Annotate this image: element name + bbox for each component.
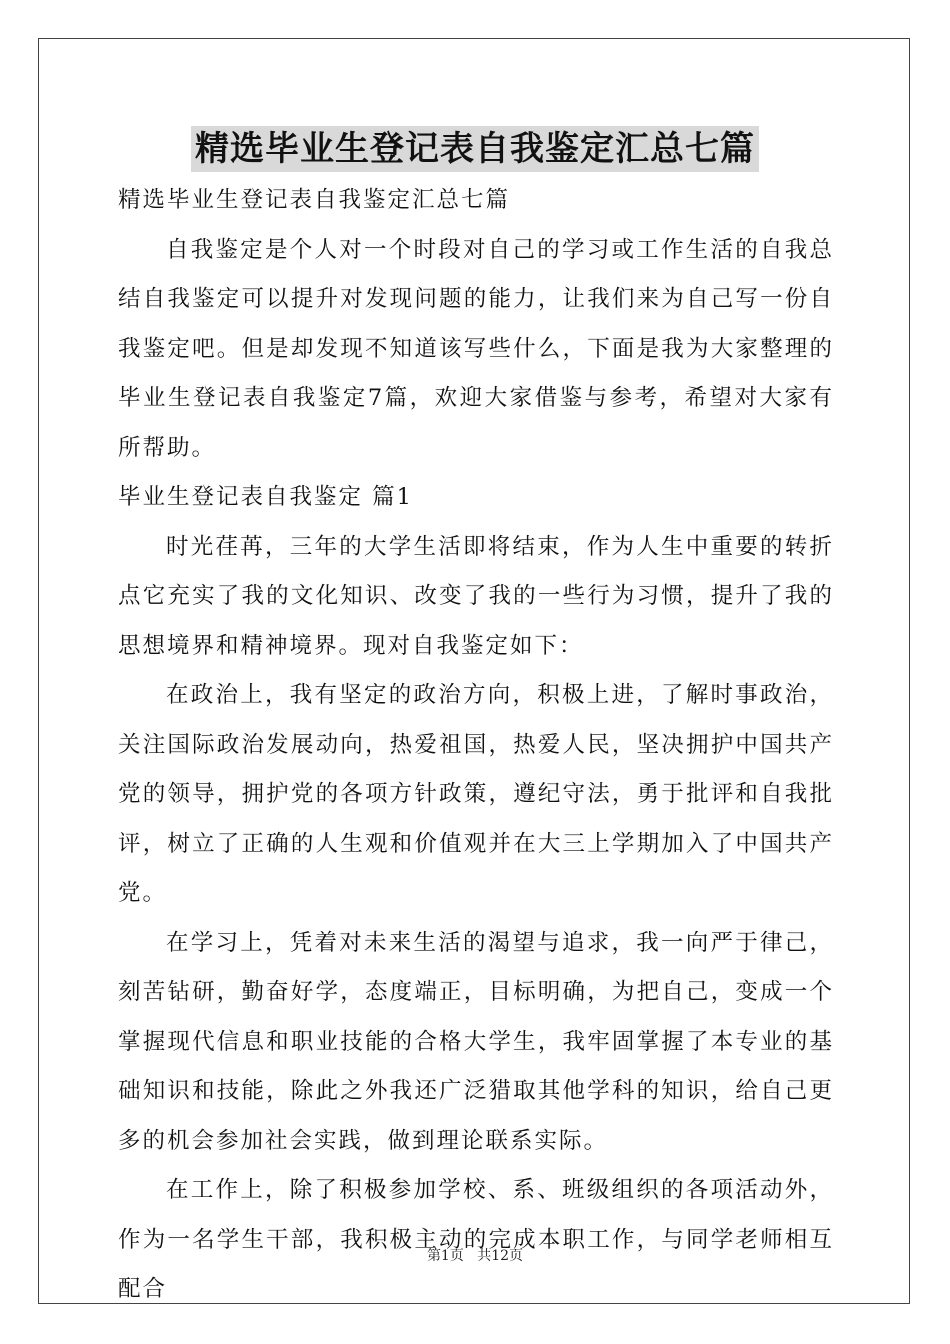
body-paragraph: 时光荏苒，三年的大学生活即将结束，作为人生中重要的转折点它充实了我的文化知识、改变了我的一些行为习惯，提升了我的思想境界和精神境界。现对自我鉴定如下： xyxy=(118,533,834,659)
page-number: 第1页 xyxy=(426,1248,464,1264)
body-paragraph: 在工作上，除了积极参加学校、系、班级组织的各项活动外，作为一名学生干部，我积极主动的完成本职工作，与同学老师相互配合 xyxy=(118,1177,834,1302)
document-subtitle: 精选毕业生登记表自我鉴定汇总七篇 xyxy=(118,187,511,213)
body-paragraph: 在学习上，凭着对未来生活的渴望与追求，我一向严于律己，刻苦钻研，勤奋好学，态度端正，目标明确，为把自己，变成一个掌握现代信息和职业技能的合格大学生，我牢固掌握了本专业的基础知识和技能，除此之外我还广泛猎取其他学科的知识，给自己更多的机会参加社会实践，做到理论联系实际。 xyxy=(118,929,834,1154)
document-body xyxy=(118,176,834,1315)
page-footer xyxy=(0,1246,950,1266)
title-container xyxy=(0,126,950,172)
intro-paragraph: 自我鉴定是个人对一个时段对自己的学习或工作生活的自我总结自我鉴定可以提升对发现问题的能力，让我们来为自己写一份自我鉴定吧。但是却发现不知道该写些什么，下面是我为大家整理的毕业生登记表自我鉴定7篇，欢迎大家借鉴与参考，希望对大家有所帮助。 xyxy=(118,236,834,461)
body-paragraph: 在政治上，我有坚定的政治方向，积极上进，了解时事政治，关注国际政治发展动向，热爱祖国，热爱人民，坚决拥护中国共产党的领导，拥护党的各项方针政策，遵纪守法，勇于批评和自我批评，树立了正确的人生观和价值观并在大三上学期加入了中国共产党。 xyxy=(118,682,834,906)
page-total: 共12页 xyxy=(477,1248,524,1264)
document-title: 精选毕业生登记表自我鉴定汇总七篇 xyxy=(191,126,759,172)
section-heading: 毕业生登记表自我鉴定 篇1 xyxy=(118,484,413,510)
